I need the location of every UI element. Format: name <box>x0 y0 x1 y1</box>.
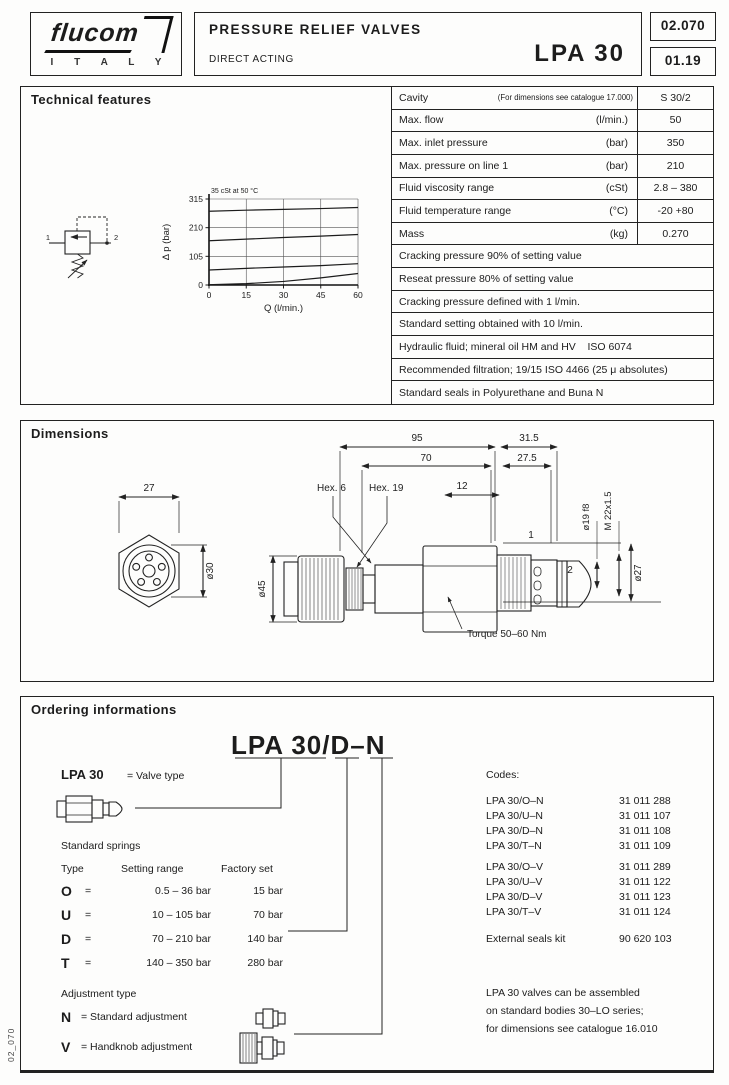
title-box <box>194 12 642 76</box>
dim-tip-length: 31.5 <box>519 433 539 444</box>
svg-text:315: 315 <box>188 194 203 204</box>
spring-type: O <box>61 883 72 899</box>
chart-xlabel: Q (l/min.) <box>263 303 304 314</box>
spec-row: Max. pressure on line 1 (bar) 210 <box>392 155 713 178</box>
logo-underline-decoration <box>44 50 132 53</box>
svg-text:30: 30 <box>278 290 289 300</box>
chart-title: 35 cSt at 50 °C <box>211 188 259 195</box>
dimensions-heading: Dimensions <box>31 426 109 441</box>
dim-seat-dia: ø27 <box>633 564 644 582</box>
dim-front-width: 27 <box>143 483 155 494</box>
logo-text: flucom <box>49 19 141 47</box>
svg-text:210: 210 <box>188 222 203 233</box>
code-name: LPA 30/U–V <box>486 876 543 888</box>
springs-heading: Standard springs <box>61 840 141 852</box>
note-row: Cracking pressure defined with 1 l/min. <box>392 291 713 314</box>
ordering-note-line: LPA 30 valves can be assembled <box>486 987 640 999</box>
valve-front-view <box>119 497 207 607</box>
spring-type: T <box>61 955 70 971</box>
spring-factory: 70 bar <box>253 909 283 921</box>
note-row: Hydraulic fluid; mineral oil HM and HV ISO 6074 <box>392 336 713 359</box>
svg-text:45: 45 <box>316 290 326 300</box>
spring-range: 140 – 350 bar <box>146 957 211 969</box>
section-ordering: Ordering informations LPA 30/D–N LPA 30 = Valve type Standard springs Type Setting range Factory set O = 0.5 – 36 bar 15 bar U = 10 – 105 bar 70 bar D = 70 – 210 bar 140 bar T = 140 – 350 bar 280 bar Adjustment type N = Standard adjustment V = Handknob adjustment Codes: LPA 30/O–N 31 011 288 LPA 30/U–N 31 011 107 LPA 30/D–N 31 011 108 LPA 30/T–N 31 011 109 LPA 30/O–V 31 011 289 LPA 30/U–V 31 011 122 LPA 30/D–V 31 011 123 LPA 30/T–V 31 011 124 External seals kit 90 620 103 LPA 30 valves can be assembled on standard bodies 30–LO series; for dimensions see catalogue 16.010 <box>20 696 714 1073</box>
page-title: PRESSURE RELIEF VALVES <box>209 22 422 37</box>
footer-sheet-code: 02_070 <box>6 1027 16 1062</box>
note-row: Cracking pressure 90% of setting value <box>392 245 713 268</box>
code-number: 31 011 123 <box>619 891 671 903</box>
code-number: 31 011 107 <box>619 810 671 822</box>
technical-features-heading: Technical features <box>31 92 152 107</box>
spec-row: Max. inlet pressure (bar) 350 <box>392 132 713 155</box>
adjustment-heading: Adjustment type <box>61 988 137 1000</box>
adjustment-type: V <box>61 1039 71 1055</box>
svg-text:15: 15 <box>241 290 251 300</box>
valve-type-desc: = Valve type <box>127 770 185 782</box>
hydraulic-symbol <box>49 217 111 278</box>
section-technical-features <box>20 86 714 405</box>
spring-range: 70 – 210 bar <box>152 933 211 945</box>
port2-label: 2 <box>567 565 573 576</box>
technical-graphics <box>21 87 391 403</box>
revision-code-badge: 01.19 <box>650 47 716 76</box>
ordering-note-line: on standard bodies 30–LO series; <box>486 1005 644 1017</box>
spec-value: S 30/2 <box>637 87 713 109</box>
dimensions-drawing <box>21 421 711 679</box>
code-name: LPA 30/T–N <box>486 840 542 852</box>
logo-bracket-decoration <box>135 16 173 53</box>
spec-row: Mass (kg) 0.270 <box>392 223 713 246</box>
dim-knob-dia: ø45 <box>257 580 268 598</box>
springs-header-factory: Factory set <box>221 863 273 875</box>
valve-type-label: LPA 30 <box>61 767 104 782</box>
logo-box <box>30 12 182 76</box>
codes-heading: Codes: <box>486 769 520 781</box>
dim-overall-length: 95 <box>411 433 423 444</box>
adjustment-type: N <box>61 1009 72 1025</box>
svg-text:0: 0 <box>206 290 212 300</box>
dim-mid-length: 12 <box>456 481 468 492</box>
springs-header-range: Setting range <box>121 863 184 875</box>
spec-row: Fluid temperature range (°C) -20 +80 <box>392 200 713 223</box>
port1-label: 1 <box>528 530 534 541</box>
spring-factory: 140 bar <box>247 933 283 945</box>
section-dimensions <box>20 420 714 682</box>
spring-type: U <box>61 907 72 923</box>
flucom-logo <box>45 19 167 51</box>
seals-kit-number: 90 620 103 <box>619 933 672 945</box>
seals-kit-name: External seals kit <box>486 933 566 945</box>
dim-tip-length2: 27.5 <box>517 453 537 464</box>
symbol-port1-label: 1 <box>45 233 50 242</box>
dim-hex-small: Hex. 6 <box>317 483 346 494</box>
adjustment-label: = Handknob adjustment <box>81 1041 193 1053</box>
dim-front-dia: ø30 <box>205 562 216 580</box>
dim-hex-big: Hex. 19 <box>369 483 404 494</box>
adjustment-label: = Standard adjustment <box>81 1011 187 1023</box>
dim-thread: M 22x1.5 <box>603 491 614 531</box>
valve-side-view <box>269 447 661 632</box>
symbol-port2-label: 2 <box>114 233 119 242</box>
note-row: Standard seals in Polyurethane and Buna N <box>399 386 604 399</box>
spec-table <box>391 87 713 404</box>
ordering-note-line: for dimensions see catalogue 16.010 <box>486 1023 658 1035</box>
springs-header-type: Type <box>61 863 84 875</box>
code-number: 31 011 288 <box>619 795 671 807</box>
logo-country: I T A L Y <box>50 57 171 68</box>
pressure-flow-chart <box>161 187 363 314</box>
spec-row: Fluid viscosity range (cSt) 2.8 – 380 <box>392 178 713 201</box>
code-name: LPA 30/U–N <box>486 810 544 822</box>
page-subtitle: DIRECT ACTING <box>209 54 294 65</box>
code-number: 31 011 108 <box>619 825 671 837</box>
spec-row: Max. flow (l/min.) 50 <box>392 110 713 133</box>
spring-type: D <box>61 931 72 947</box>
spec-note: (For dimensions see catalogue 17.000) <box>497 93 633 103</box>
spring-range: 10 – 105 bar <box>152 909 211 921</box>
model-code: LPA 30 <box>534 40 625 67</box>
adjustment-icon-standard <box>256 1009 285 1028</box>
code-name: LPA 30/D–N <box>486 825 544 837</box>
svg-text:105: 105 <box>188 251 203 262</box>
dim-body-length: 70 <box>420 453 432 464</box>
svg-text:0: 0 <box>198 280 203 290</box>
spec-unit: (l/min.) <box>595 114 628 127</box>
code-number: 31 011 289 <box>619 861 671 873</box>
example-order-code: LPA 30/D–N <box>231 730 386 760</box>
code-name: LPA 30/O–V <box>486 861 544 873</box>
dimension-labels <box>143 433 644 640</box>
spring-factory: 280 bar <box>247 957 283 969</box>
svg-text:60: 60 <box>353 290 363 300</box>
spring-factory: 15 bar <box>253 885 283 897</box>
adjustment-icon-handknob <box>240 1033 284 1063</box>
spec-row <box>392 87 713 110</box>
spec-value: 50 <box>637 110 713 132</box>
spring-range: 0.5 – 36 bar <box>154 885 211 897</box>
spec-label: Cavity <box>399 91 429 104</box>
code-name: LPA 30/O–N <box>486 795 544 807</box>
code-number: 31 011 109 <box>619 840 671 852</box>
chart-ylabel: Δ p (bar) <box>161 223 172 261</box>
ordering-heading: Ordering informations <box>31 702 177 717</box>
dim-spigot-dia: ø19 f8 <box>581 503 592 531</box>
code-number: 31 011 124 <box>619 906 671 918</box>
code-number: 31 011 122 <box>619 876 671 888</box>
note-row: Recommended filtration; 19/15 ISO 4466 (25 μ absolutes) <box>392 359 713 382</box>
torque-note: Torque 50–60 Nm <box>467 629 547 640</box>
note-row: Reseat pressure 80% of setting value <box>392 268 713 291</box>
code-name: LPA 30/T–V <box>486 906 542 918</box>
valve-type-icon <box>57 796 122 822</box>
catalogue-code-badge: 02.070 <box>650 12 716 41</box>
code-name: LPA 30/D–V <box>486 891 543 903</box>
note-row: Standard setting obtained with 10 l/min. <box>392 313 713 336</box>
